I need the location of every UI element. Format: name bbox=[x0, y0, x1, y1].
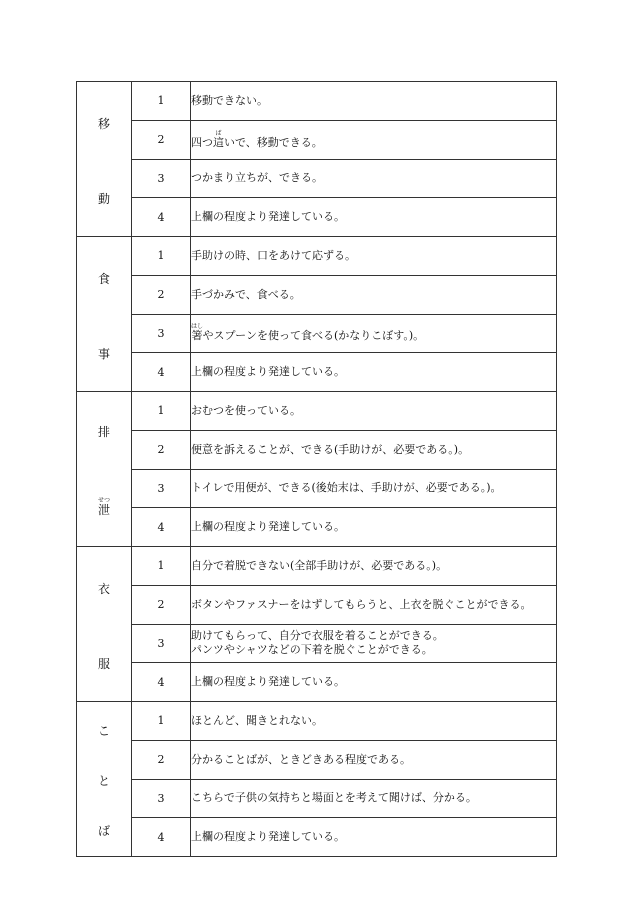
level-description: 上欄の程度より発達している。 bbox=[191, 663, 557, 702]
table-row bbox=[77, 818, 557, 857]
level-description: 上欄の程度より発達している。 bbox=[191, 198, 557, 237]
level-number: 3 bbox=[132, 469, 191, 508]
category-label-char: こ bbox=[97, 724, 110, 738]
development-assessment-table bbox=[76, 81, 557, 857]
category-label-char: 食 bbox=[97, 271, 110, 286]
level-number: 4 bbox=[132, 353, 191, 392]
level-number: 2 bbox=[132, 585, 191, 624]
table-row bbox=[77, 314, 557, 353]
table-row bbox=[77, 469, 557, 508]
ruby-word: 箸はし bbox=[191, 323, 204, 343]
description-line: パンツやシャツなどの下着を脱ぐことができる。 bbox=[191, 643, 433, 657]
level-description: トイレで用便が、できる(後始末は、手助けが、必要である。)。 bbox=[191, 469, 557, 508]
level-description: 手づかみで、食べる。 bbox=[191, 275, 557, 314]
level-description bbox=[191, 624, 557, 663]
table-row bbox=[77, 624, 557, 663]
category-ruby: せつ bbox=[97, 497, 110, 504]
table-row bbox=[77, 159, 557, 198]
category-label-char: ば bbox=[97, 824, 110, 838]
category-label-char: 服 bbox=[97, 656, 110, 671]
level-description: 上欄の程度より発達している。 bbox=[191, 818, 557, 857]
level-number: 3 bbox=[132, 159, 191, 198]
table-row bbox=[77, 353, 557, 392]
level-number: 3 bbox=[132, 624, 191, 663]
level-number: 4 bbox=[132, 508, 191, 547]
table-row bbox=[77, 547, 557, 586]
level-description: 便意を訴えることが、できる(手助けが、必要である。)。 bbox=[191, 430, 557, 469]
level-description: 分かることばが、ときどきある程度である。 bbox=[191, 740, 557, 779]
table-row bbox=[77, 663, 557, 702]
level-number: 2 bbox=[132, 120, 191, 159]
level-description: 上欄の程度より発達している。 bbox=[191, 353, 557, 392]
category-cell bbox=[77, 547, 132, 702]
level-number: 3 bbox=[132, 779, 191, 818]
level-description: おむつを使っている。 bbox=[191, 392, 557, 431]
table-row bbox=[77, 740, 557, 779]
level-number: 1 bbox=[132, 392, 191, 431]
level-number: 4 bbox=[132, 198, 191, 237]
level-description: 手助けの時、口をあけて応ずる。 bbox=[191, 237, 557, 276]
table-row bbox=[77, 237, 557, 276]
table-row bbox=[77, 779, 557, 818]
level-number: 4 bbox=[132, 818, 191, 857]
category-label-char: 泄せつ bbox=[97, 497, 110, 517]
table-row bbox=[77, 82, 557, 121]
level-number: 4 bbox=[132, 663, 191, 702]
category-label-char: 動 bbox=[97, 191, 110, 206]
category-cell bbox=[77, 237, 132, 392]
level-description: 四つ這ばいで、移動できる。 bbox=[191, 120, 557, 159]
level-description: ボタンやファスナーをはずしてもらうと、上衣を脱ぐことができる。 bbox=[191, 585, 557, 624]
level-number: 1 bbox=[132, 237, 191, 276]
table-row bbox=[77, 702, 557, 741]
category-cell bbox=[77, 392, 132, 547]
category-label-char: 事 bbox=[97, 346, 110, 361]
level-description: 箸はしやスプーンを使って食べる(かなりこぼす。)。 bbox=[191, 314, 557, 353]
table-row bbox=[77, 585, 557, 624]
table-row bbox=[77, 275, 557, 314]
category-label-char: 排 bbox=[97, 425, 110, 439]
level-description: つかまり立ちが、できる。 bbox=[191, 159, 557, 198]
level-number: 2 bbox=[132, 430, 191, 469]
level-number: 3 bbox=[132, 314, 191, 353]
category-label-char: 移 bbox=[97, 116, 110, 131]
table-row bbox=[77, 198, 557, 237]
category-label-char: 衣 bbox=[97, 581, 110, 596]
level-description: こちらで子供の気持ちと場面とを考えて聞けば、分かる。 bbox=[191, 779, 557, 818]
table-row bbox=[77, 392, 557, 431]
category-cell bbox=[77, 82, 132, 237]
description-line: 助けてもらって、自分で衣服を着ることができる。 bbox=[191, 629, 444, 643]
level-number: 1 bbox=[132, 702, 191, 741]
category-label-char: と bbox=[97, 774, 110, 788]
level-number: 2 bbox=[132, 275, 191, 314]
table-row bbox=[77, 430, 557, 469]
level-description: 移動できない。 bbox=[191, 82, 557, 121]
table-row bbox=[77, 120, 557, 159]
level-description: 上欄の程度より発達している。 bbox=[191, 508, 557, 547]
category-cell bbox=[77, 702, 132, 857]
table-row bbox=[77, 508, 557, 547]
level-description: ほとんど、聞きとれない。 bbox=[191, 702, 557, 741]
ruby-word: 這ば bbox=[213, 129, 224, 149]
level-number: 1 bbox=[132, 547, 191, 586]
level-number: 2 bbox=[132, 740, 191, 779]
level-number: 1 bbox=[132, 82, 191, 121]
level-description: 自分で着脱できない(全部手助けが、必要である。)。 bbox=[191, 547, 557, 586]
